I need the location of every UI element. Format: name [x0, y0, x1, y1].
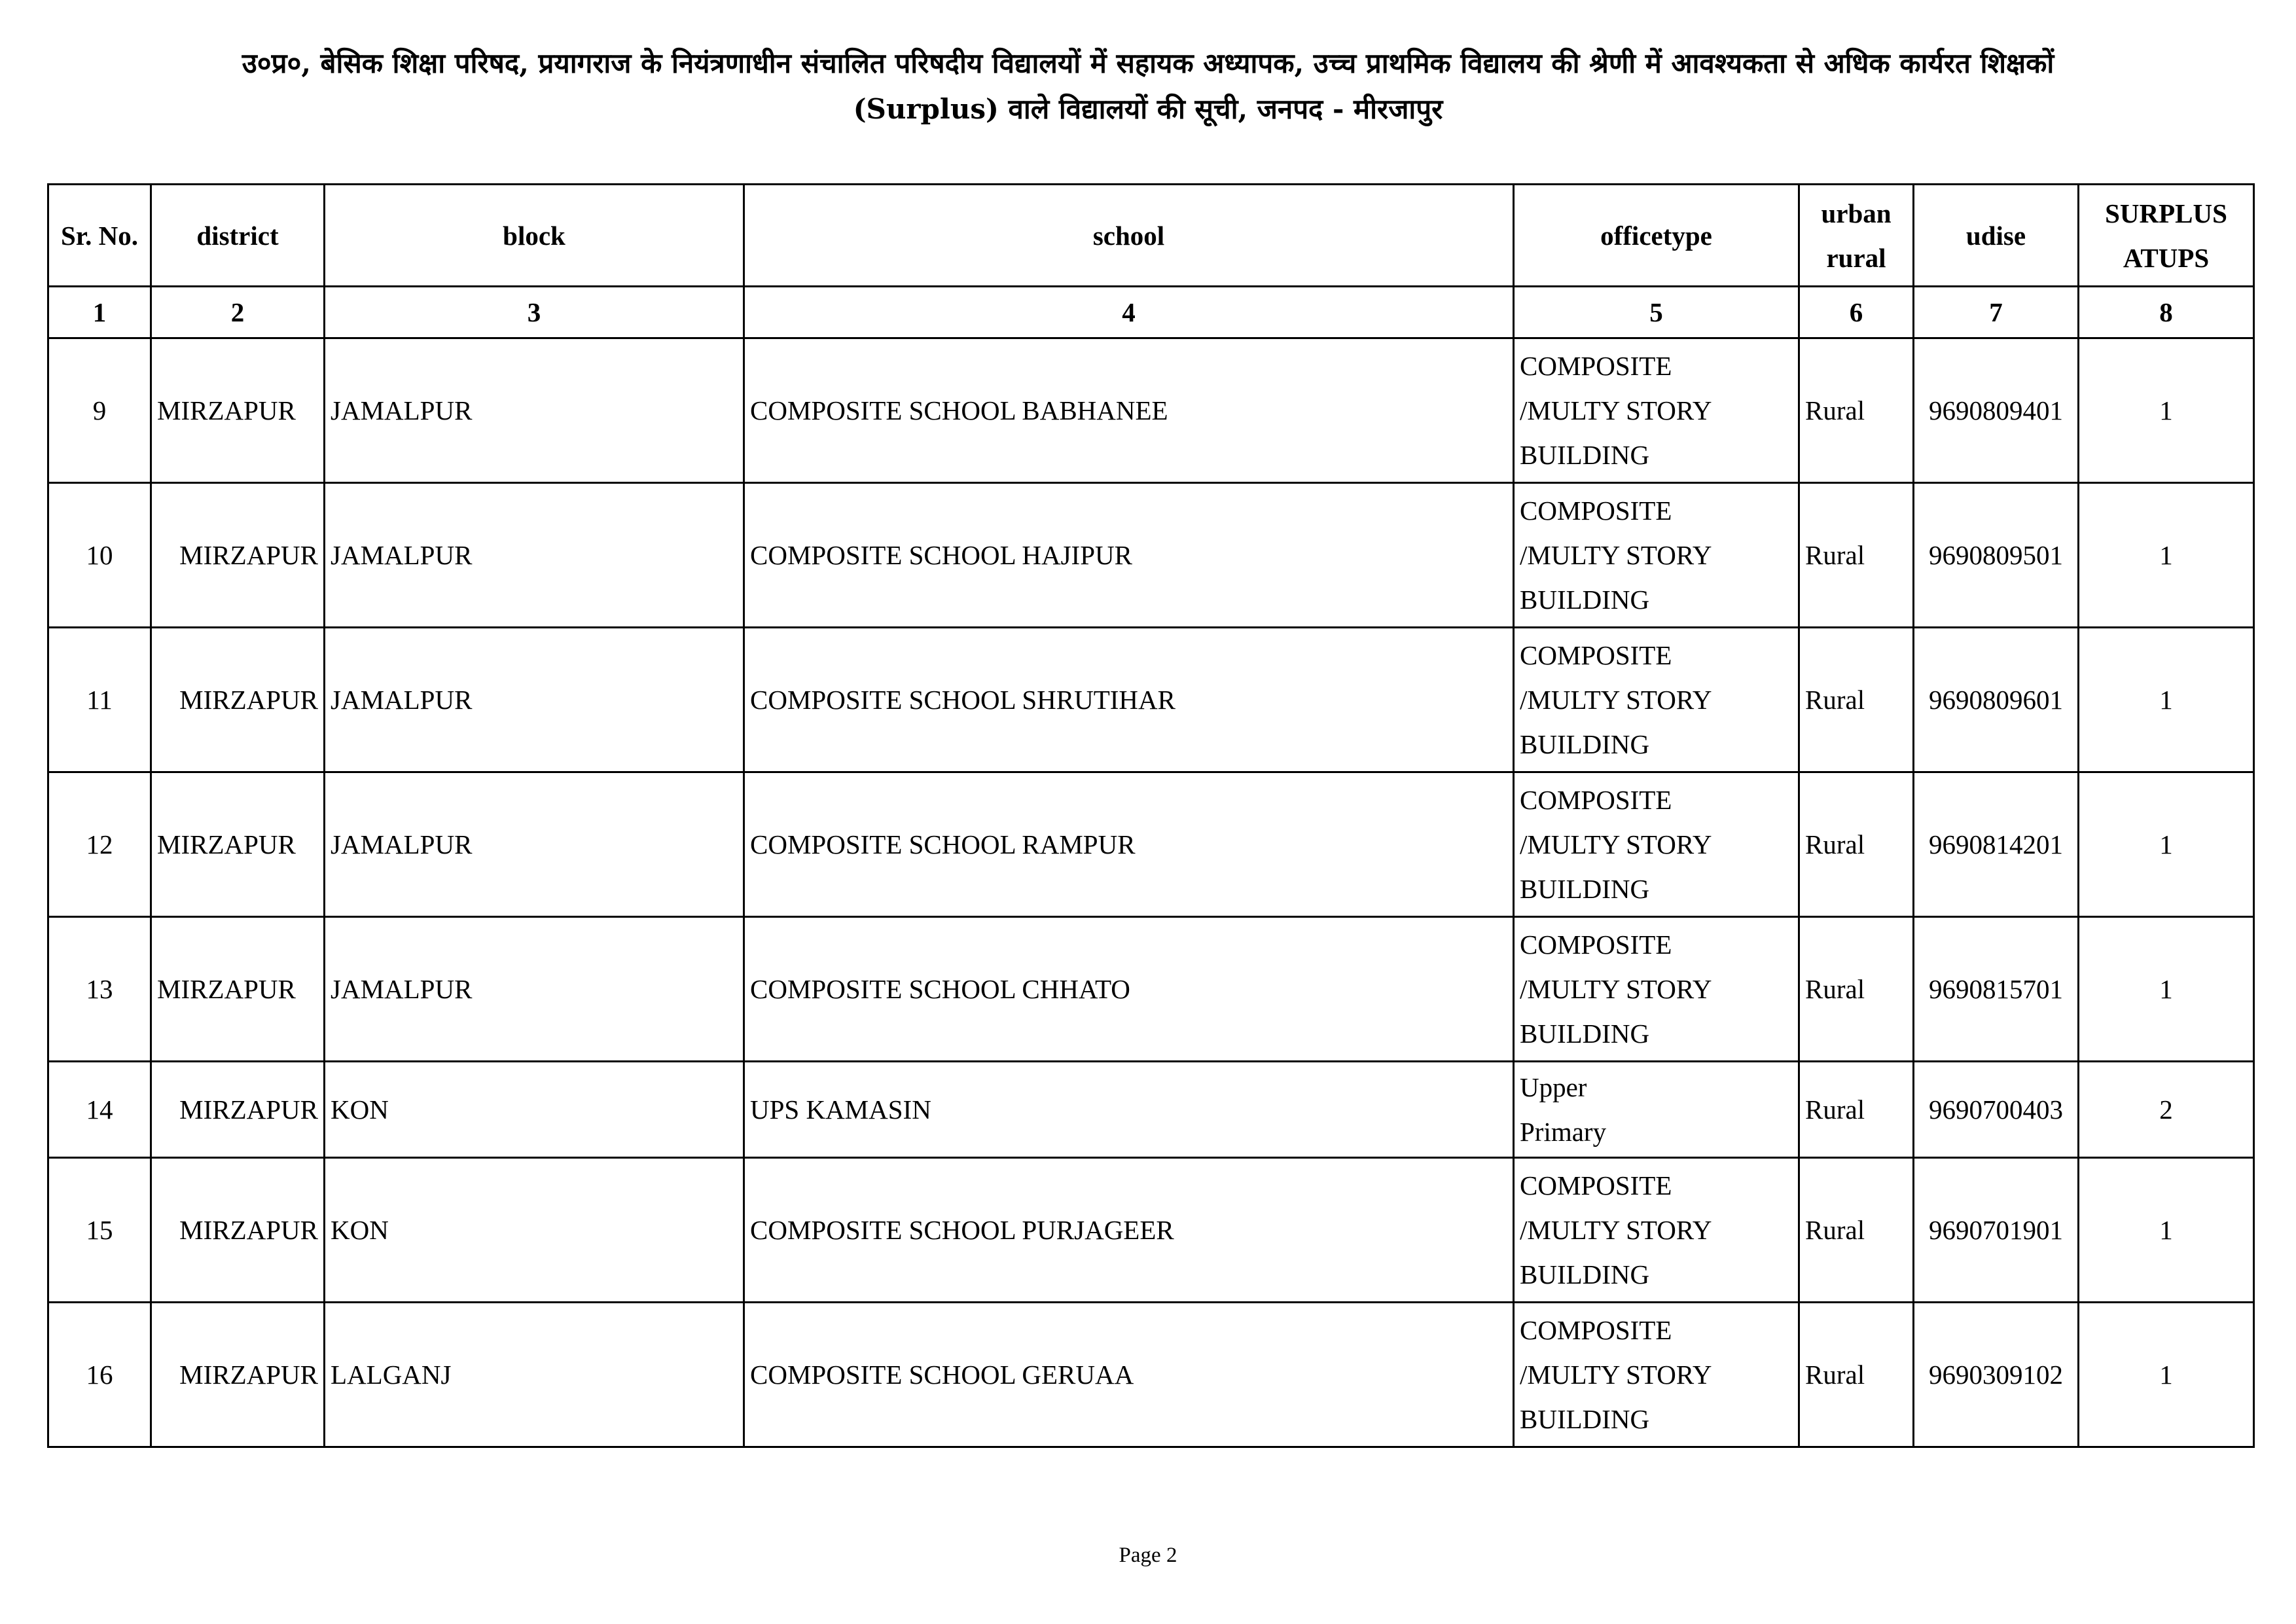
cell-sr-no: 13 [48, 917, 151, 1062]
cell-block: LALGANJ [325, 1303, 744, 1447]
officetype-line: /MULTY STORY [1520, 1360, 1712, 1390]
cell-district: MIRZAPUR [151, 1062, 325, 1158]
cell-officetype [1514, 628, 1799, 772]
cell-district: MIRZAPUR [151, 338, 325, 483]
column-number: 2 [151, 287, 325, 338]
cell-district: MIRZAPUR [151, 772, 325, 917]
cell-surplus: 1 [2079, 628, 2254, 772]
officetype-line: COMPOSITE [1520, 785, 1672, 815]
column-number: 8 [2079, 287, 2254, 338]
table-row [48, 917, 2254, 1062]
cell-block: JAMALPUR [325, 917, 744, 1062]
officetype-line: COMPOSITE [1520, 351, 1672, 381]
cell-udise: 9690815701 [1914, 917, 2079, 1062]
header-sr-no: Sr. No. [48, 185, 151, 287]
cell-block: JAMALPUR [325, 628, 744, 772]
cell-officetype [1514, 483, 1799, 628]
header-atups-label: ATUPS [2123, 242, 2210, 273]
cell-school: COMPOSITE SCHOOL CHHATO [744, 917, 1514, 1062]
cell-district: MIRZAPUR [151, 1303, 325, 1447]
header-udise: udise [1914, 185, 2079, 287]
column-number: 4 [744, 287, 1514, 338]
officetype-line: COMPOSITE [1520, 1170, 1672, 1200]
table-row [48, 483, 2254, 628]
officetype-line: COMPOSITE [1520, 1315, 1672, 1345]
officetype-line: BUILDING [1520, 1259, 1650, 1290]
cell-urban-rural: Rural [1799, 338, 1914, 483]
table-row [48, 1303, 2254, 1447]
officetype-line: /MULTY STORY [1520, 1215, 1712, 1245]
cell-urban-rural: Rural [1799, 628, 1914, 772]
cell-sr-no: 10 [48, 483, 151, 628]
table-row [48, 338, 2254, 483]
cell-urban-rural: Rural [1799, 772, 1914, 917]
cell-urban-rural: Rural [1799, 483, 1914, 628]
header-block: block [325, 185, 744, 287]
officetype-line: Upper [1520, 1072, 1587, 1102]
officetype-line: BUILDING [1520, 874, 1650, 904]
officetype-line: /MULTY STORY [1520, 974, 1712, 1004]
cell-udise: 9690809601 [1914, 628, 2079, 772]
header-district: district [151, 185, 325, 287]
officetype-line: /MULTY STORY [1520, 685, 1712, 715]
table-row [48, 1158, 2254, 1303]
cell-block: JAMALPUR [325, 483, 744, 628]
document-title [0, 41, 2296, 132]
cell-district: MIRZAPUR [151, 917, 325, 1062]
cell-sr-no: 11 [48, 628, 151, 772]
cell-school: UPS KAMASIN [744, 1062, 1514, 1158]
cell-urban-rural: Rural [1799, 917, 1914, 1062]
cell-udise: 9690809501 [1914, 483, 2079, 628]
header-school: school [744, 185, 1514, 287]
header-surplus-atups [2079, 185, 2254, 287]
cell-district: MIRZAPUR [151, 1158, 325, 1303]
title-line-2: (Surplus) वाले विद्यालयों की सूची, जनपद - मीरजापुर [853, 93, 1443, 125]
column-number-row [48, 287, 2254, 338]
title-line-1: उ०प्र०, बेसिक शिक्षा परिषद, प्रयागराज के नियंत्रणाधीन संचालित परिषदीय विद्यालयों में सहायक अध्यापक, उच्च प्राथमिक विद्यालय की श्रेणी में आवश्यकता से अधिक कार्यरत शिक्षकों [242, 47, 2054, 79]
officetype-line: BUILDING [1520, 729, 1650, 759]
cell-sr-no: 14 [48, 1062, 151, 1158]
cell-school: COMPOSITE SCHOOL BABHANEE [744, 338, 1514, 483]
column-number: 7 [1914, 287, 2079, 338]
cell-school: COMPOSITE SCHOOL PURJAGEER [744, 1158, 1514, 1303]
cell-surplus: 1 [2079, 1303, 2254, 1447]
table-row [48, 628, 2254, 772]
cell-block: JAMALPUR [325, 338, 744, 483]
cell-officetype [1514, 338, 1799, 483]
officetype-line: BUILDING [1520, 1019, 1650, 1049]
table-row [48, 1062, 2254, 1158]
cell-district: MIRZAPUR [151, 628, 325, 772]
officetype-line: Primary [1520, 1117, 1607, 1147]
cell-block: JAMALPUR [325, 772, 744, 917]
header-urban-label: urban [1821, 198, 1892, 228]
cell-sr-no: 16 [48, 1303, 151, 1447]
table-row [48, 772, 2254, 917]
cell-urban-rural: Rural [1799, 1158, 1914, 1303]
column-number: 3 [325, 287, 744, 338]
cell-officetype [1514, 1303, 1799, 1447]
cell-officetype [1514, 772, 1799, 917]
header-rural-label: rural [1826, 242, 1886, 273]
cell-surplus: 1 [2079, 1158, 2254, 1303]
column-number: 5 [1514, 287, 1799, 338]
column-number: 6 [1799, 287, 1914, 338]
cell-school: COMPOSITE SCHOOL HAJIPUR [744, 483, 1514, 628]
officetype-line: BUILDING [1520, 440, 1650, 470]
cell-school: COMPOSITE SCHOOL RAMPUR [744, 772, 1514, 917]
cell-officetype [1514, 917, 1799, 1062]
cell-udise: 9690309102 [1914, 1303, 2079, 1447]
cell-udise: 9690700403 [1914, 1062, 2079, 1158]
cell-surplus: 1 [2079, 917, 2254, 1062]
officetype-line: BUILDING [1520, 585, 1650, 615]
cell-udise: 9690814201 [1914, 772, 2079, 917]
cell-udise: 9690809401 [1914, 338, 2079, 483]
surplus-schools-table [47, 183, 2255, 1448]
cell-surplus: 1 [2079, 483, 2254, 628]
column-number: 1 [48, 287, 151, 338]
cell-surplus: 1 [2079, 338, 2254, 483]
cell-surplus: 1 [2079, 772, 2254, 917]
officetype-line: COMPOSITE [1520, 640, 1672, 670]
cell-block: KON [325, 1158, 744, 1303]
cell-school: COMPOSITE SCHOOL SHRUTIHAR [744, 628, 1514, 772]
cell-officetype [1514, 1158, 1799, 1303]
cell-sr-no: 15 [48, 1158, 151, 1303]
cell-school: COMPOSITE SCHOOL GERUAA [744, 1303, 1514, 1447]
header-row [48, 185, 2254, 287]
officetype-line: /MULTY STORY [1520, 540, 1712, 570]
officetype-line: /MULTY STORY [1520, 829, 1712, 859]
officetype-line: /MULTY STORY [1520, 395, 1712, 425]
cell-urban-rural: Rural [1799, 1303, 1914, 1447]
cell-udise: 9690701901 [1914, 1158, 2079, 1303]
page-number: Page 2 [1119, 1543, 1177, 1567]
header-urban-rural [1799, 185, 1914, 287]
cell-officetype [1514, 1062, 1799, 1158]
header-officetype: officetype [1514, 185, 1799, 287]
header-surplus-label: SURPLUS [2105, 198, 2227, 228]
cell-sr-no: 12 [48, 772, 151, 917]
cell-surplus: 2 [2079, 1062, 2254, 1158]
cell-block: KON [325, 1062, 744, 1158]
officetype-line: COMPOSITE [1520, 496, 1672, 526]
cell-district: MIRZAPUR [151, 483, 325, 628]
officetype-line: COMPOSITE [1520, 929, 1672, 960]
officetype-line: BUILDING [1520, 1404, 1650, 1434]
cell-sr-no: 9 [48, 338, 151, 483]
cell-urban-rural: Rural [1799, 1062, 1914, 1158]
